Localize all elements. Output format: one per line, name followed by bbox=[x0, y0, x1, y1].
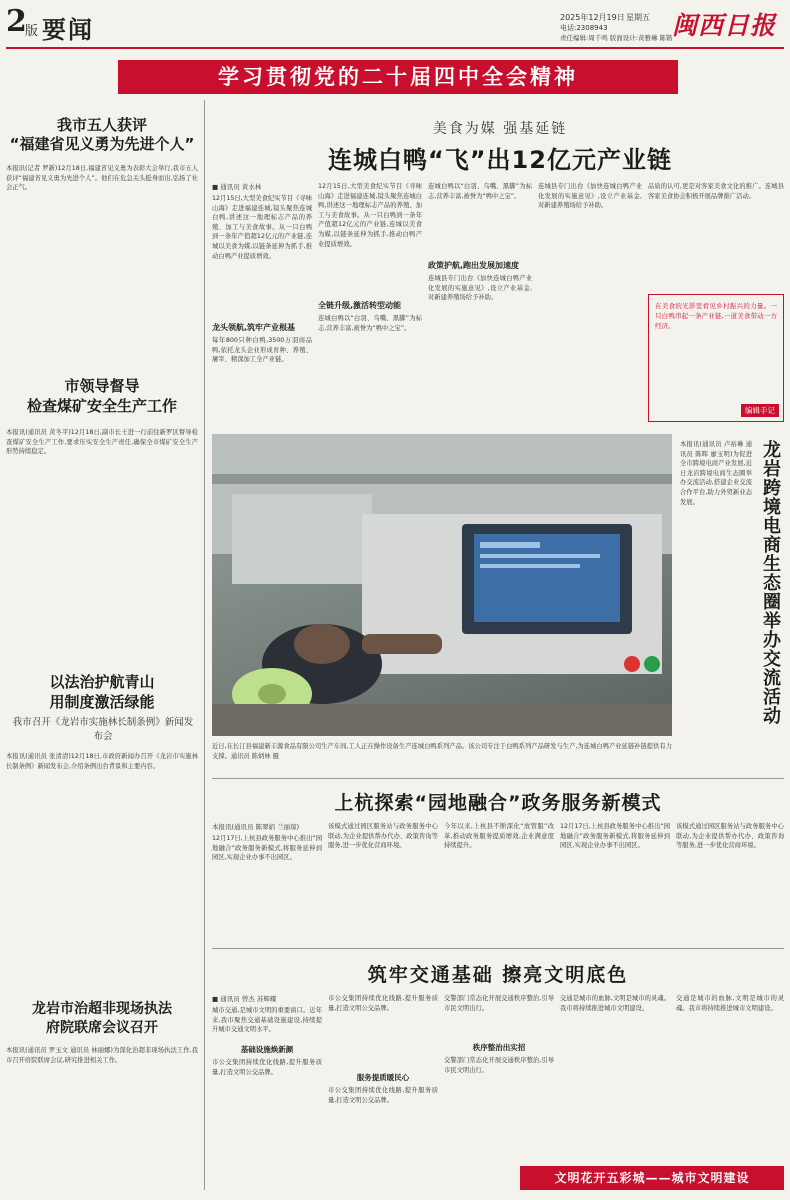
story2-body-col3: 今年以来,上杭县不断深化“放管服”改革,推动政务服务提质增效,企业满意度持续提升。 bbox=[444, 823, 554, 850]
issue-weekday: 星期五 bbox=[626, 13, 650, 22]
story-title-forest: 以法治护航青山 用制度激活绿能 bbox=[49, 673, 155, 711]
story3-body-col2: 市公交集团持续优化线路,提升服务质量,打造文明公交品牌。 bbox=[328, 995, 438, 1012]
story3-subhead-2: 服务提质暖民心 bbox=[356, 1073, 410, 1082]
phone: 电话:2308943 bbox=[560, 24, 608, 32]
story3-subhead-1: 基础设施焕新颜 bbox=[240, 1045, 294, 1054]
story2-body-col1: 12月17日,上杭县政务服务中心推出“园地融合”政务服务新模式,将服务延伸到园区,实现企业办事不出园区。 bbox=[212, 835, 322, 862]
story3-byline: ■ 通讯员 曾杰 苏辉耀 bbox=[212, 995, 277, 1003]
lead-byline: ■ 通讯员 黄水林 bbox=[212, 183, 262, 191]
factory-photo bbox=[212, 434, 672, 736]
story3-headline: 筑牢交通基础 擦亮文明底色 bbox=[367, 964, 629, 986]
lead-body-col1: 12月15日,大型美食纪实节目《寻味山海》走进福建连城,镜头聚焦连城白鸭,讲述这一地理标志产品的养殖、加工与美食故事。从一只白鸭到一条年产值超12亿元的产业链,连城以美食为媒,以链条延伸为抓手,推动白鸭产业提质增效。 bbox=[212, 195, 312, 260]
editors-note-label: 编辑手记 bbox=[741, 404, 779, 417]
lower-divider bbox=[212, 948, 784, 949]
story2-body-col2: 该模式通过园区服务站与政务服务中心联动,为企业提供帮办代办、政策咨询等服务,进一步优化营商环境。 bbox=[328, 823, 438, 850]
editors-note-text: 在美食的光影里看见乡村振兴的力量。一只白鸭串起一条产业链,一道美食带动一方经济。 bbox=[655, 302, 777, 330]
story-body-coal: 本报讯(通讯员 黄冬平)12月18日,副市长王进一行前往新罗区督导检查煤矿安全生产工作,要求压实安全生产责任,确保全市煤矿安全生产形势持续稳定。 bbox=[6, 429, 198, 456]
story3-body-col3: 交警部门常态化开展交通秩序整治,引导市民文明出行。 bbox=[444, 995, 554, 1012]
story3-body-col1b: 市公交集团持续优化线路,提升服务质量,打造文明公交品牌。 bbox=[212, 1059, 322, 1076]
story-title-heroes: 我市五人获评 “福建省见义勇为先进个人” bbox=[9, 116, 195, 153]
story2-headline: 上杭探索“园地融合”政务服务新模式 bbox=[334, 792, 662, 814]
right-story-title: 龙岩跨境电商生态圈举办交流活动 bbox=[760, 440, 781, 725]
story3-body-col3b: 交警部门常态化开展交通秩序整治,引导市民文明出行。 bbox=[444, 1057, 554, 1074]
story2-body-col5: 该模式通过园区服务站与政务服务中心联动,为企业提供帮办代办、政策咨询等服务,进一步优化营商环境。 bbox=[676, 823, 784, 850]
story-body-traffic-law: 本报讯(通讯员 罗玉文 通讯员 林丽娜)为深化治超非现场执法工作,我市召开府院联席会议,研究推进相关工作。 bbox=[6, 1047, 198, 1064]
story2-byline: 本报讯(通讯员 陈翠娟 兰丽琼) bbox=[212, 823, 300, 831]
lead-body-col3b: 连城县专门出台《加快连城白鸭产业化发展的实施意见》,设立产业基金,对新建养殖场给予补助。 bbox=[428, 275, 532, 302]
story3-body-col2b: 市公交集团持续优化线路,提升服务质量,打造文明公交品牌。 bbox=[328, 1087, 438, 1104]
lead-body-col2b: 连城白鸭以“白羽、乌嘴、黑脚”为标志,营养丰富,被誉为“鸭中之宝”。 bbox=[318, 315, 422, 332]
page-number: 2 bbox=[6, 4, 27, 39]
left-column-divider bbox=[204, 100, 205, 1190]
story3-body-col1: 城市交通,是城市文明的重要窗口。近年来,我市聚焦交通基础设施建设,持续提升城市交通文明水平。 bbox=[212, 1007, 322, 1034]
theme-banner: 学习贯彻党的二十届四中全会精神 bbox=[118, 60, 678, 94]
newspaper-logo: 闽西日报 bbox=[672, 11, 777, 40]
masthead-rule bbox=[6, 47, 784, 49]
section-name: 要闻 bbox=[42, 16, 94, 44]
story3-subhead-3: 秩序整治出实招 bbox=[472, 1043, 526, 1052]
lead-body-col5: 品质的认可,更是对客家美食文化的推广。连城县客家美食协会积极开展品牌推广活动。 bbox=[648, 183, 784, 200]
lead-body-col2: 12月15日,大型美食纪实节目《寻味山海》走进福建连城,镜头聚焦连城白鸭,讲述这一地理标志产品的养殖、加工与美食故事。从一只白鸭到一条年产值超12亿元的产业链,连城以美食为媒,以链条延伸为抓手,推动白鸭产业提质增效。 bbox=[318, 183, 422, 248]
lead-body-col1b: 每年800只种白鸭,3500万羽商品鸭,依托龙头企业形成育种、养殖、屠宰、精深加工全产业链。 bbox=[212, 337, 312, 364]
page-masthead bbox=[0, 0, 790, 52]
lead-subhead-3: 政策护航,跑出发展加速度 bbox=[428, 261, 520, 270]
lead-body-col4: 连城县专门出台《加快连城白鸭产业化发展的实施意见》,设立产业基金,对新建养殖场给予补助。 bbox=[538, 183, 642, 210]
factory-photo-image bbox=[212, 434, 672, 736]
issue-date: 2025年12月19日 bbox=[560, 13, 625, 22]
story-title-traffic-law: 龙岩市治超非现场执法 府院联席会议召开 bbox=[32, 1001, 172, 1036]
photo-caption: 近日,在长汀县福建新丰源食品有限公司生产车间,工人正在操作设备生产连城白鸭系列产品。该公司专注于白鸭系列产品研发与生产,为连城白鸭产业延链补链提供有力支撑。通讯员 陈炳林 摄 bbox=[212, 743, 672, 760]
lead-subhead-1: 龙头领航,筑牢产业根基 bbox=[212, 323, 296, 332]
editors-note-box bbox=[648, 294, 784, 422]
page-unit: 版 bbox=[25, 24, 39, 39]
lead-headline: 连城白鸭“飞”出12亿元产业链 bbox=[328, 146, 672, 174]
lead-body-col3: 连城白鸭以“白羽、乌嘴、黑脚”为标志,营养丰富,被誉为“鸭中之宝”。 bbox=[428, 183, 532, 200]
story3-body-col5: 交通是城市的血脉,文明是城市的灵魂。我市将持续推进城市文明建设。 bbox=[676, 995, 784, 1012]
story-body-forest: 本报讯(通讯员 张清清)12月18日,市政府新闻办召开《龙岩市实施林长制条例》新闻发布会,介绍条例出台背景和主要内容。 bbox=[6, 753, 198, 770]
story3-body-col4: 交通是城市的血脉,文明是城市的灵魂。我市将持续推进城市文明建设。 bbox=[560, 995, 670, 1012]
right-story-body: 本报讯(通讯员 卢裕琳 通讯员 陈晖 廖玉明)为促进全市跨境电商产业发展,近日龙岩跨境电商生态圈举办交流活动,搭建企业交流合作平台,助力外贸新业态发展。 bbox=[680, 441, 752, 506]
mid-divider bbox=[212, 778, 784, 779]
story-title-coal: 市领导督导 检查煤矿安全生产工作 bbox=[26, 377, 177, 415]
left-column bbox=[6, 112, 198, 1187]
story-subtitle-forest: 我市召开《龙岩市实施林长制条例》新闻发布会 bbox=[12, 717, 194, 742]
lead-subhead-2: 全链升级,激活转型动能 bbox=[318, 301, 402, 310]
story-body-heroes: 本报讯(记者 罗新)12月18日,福建省见义勇为表彰大会举行,我市五人获评“福建省见义勇为先进个人”。他们在危急关头挺身而出,弘扬了社会正气。 bbox=[6, 165, 198, 192]
editors: 责任编辑:周千鸣 版面设计:黄雅琳 陈锴 bbox=[560, 34, 673, 42]
footer-banner: 文明花开五彩城——城市文明建设 bbox=[520, 1166, 784, 1190]
story2-body-col4: 12月17日,上杭县政务服务中心推出“园地融合”政务服务新模式,将服务延伸到园区,实现企业办事不出园区。 bbox=[560, 823, 670, 850]
lead-kicker: 美食为媒 强基延链 bbox=[432, 121, 568, 137]
